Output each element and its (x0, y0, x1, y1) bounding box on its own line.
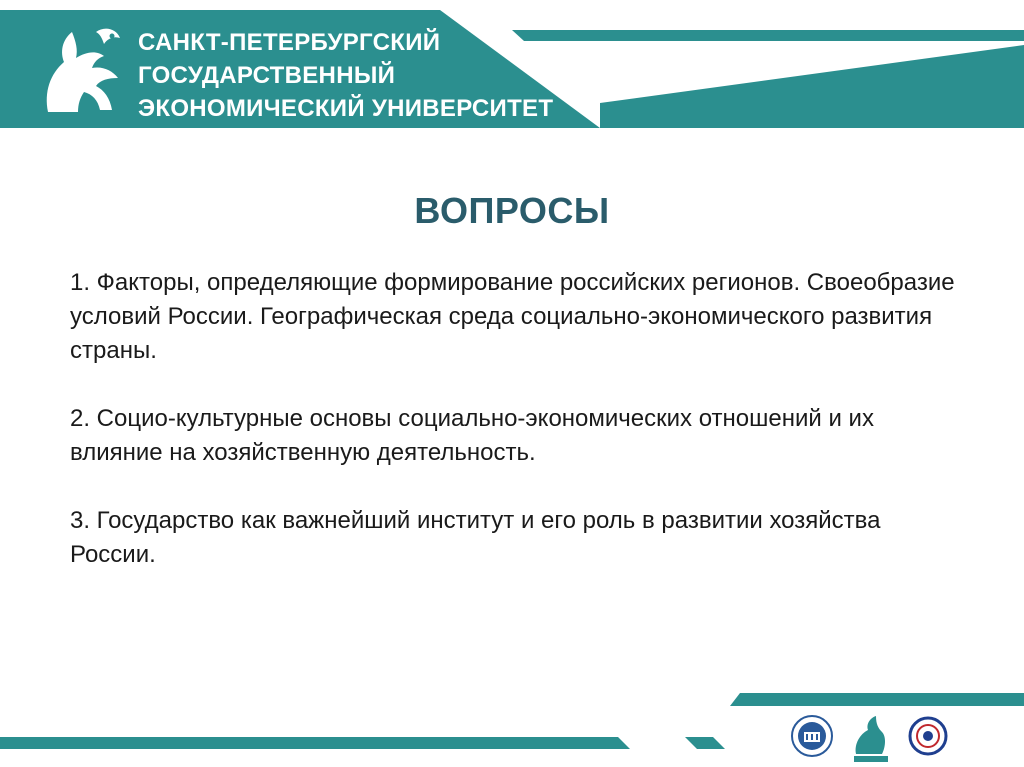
partner-emblem-3-icon (908, 714, 948, 758)
griffin-icon (38, 22, 126, 118)
footer-stripe-short (685, 737, 725, 749)
finec-logo-icon (850, 714, 892, 764)
footer-stripe-top (730, 693, 1024, 706)
footer-stripe-long (0, 737, 560, 749)
partner-logos (790, 714, 950, 764)
university-name (138, 26, 553, 125)
university-name-line-2: ГОСУДАРСТВЕННЫЙ (138, 62, 396, 89)
university-name-line-1: САНКТ-ПЕТЕРБУРГСКИЙ (138, 29, 441, 56)
header-stripe-bottom (600, 45, 1024, 128)
slide-header (0, 0, 1024, 135)
header-stripe-top (512, 30, 1024, 41)
question-item-1: 1. Факторы, определяющие формирование российских регионов. Своеобразие условий России. Географическая среда социально-экономического развития страны. (70, 269, 955, 364)
questions-list (70, 266, 970, 606)
slide-title: ВОПРОСЫ (414, 190, 610, 231)
question-item-3: 3. Государство как важнейший институт и его роль в развитии хозяйства России. (70, 507, 881, 568)
university-name-line-3: ЭКОНОМИЧЕСКИЙ УНИВЕРСИТЕТ (138, 95, 554, 122)
partner-emblem-1-icon (790, 714, 834, 758)
question-item-2: 2. Социо-культурные основы социально-экономических отношений и их влияние на хозяйственную деятельность. (70, 405, 874, 466)
footer-stripe-mid (530, 737, 630, 749)
